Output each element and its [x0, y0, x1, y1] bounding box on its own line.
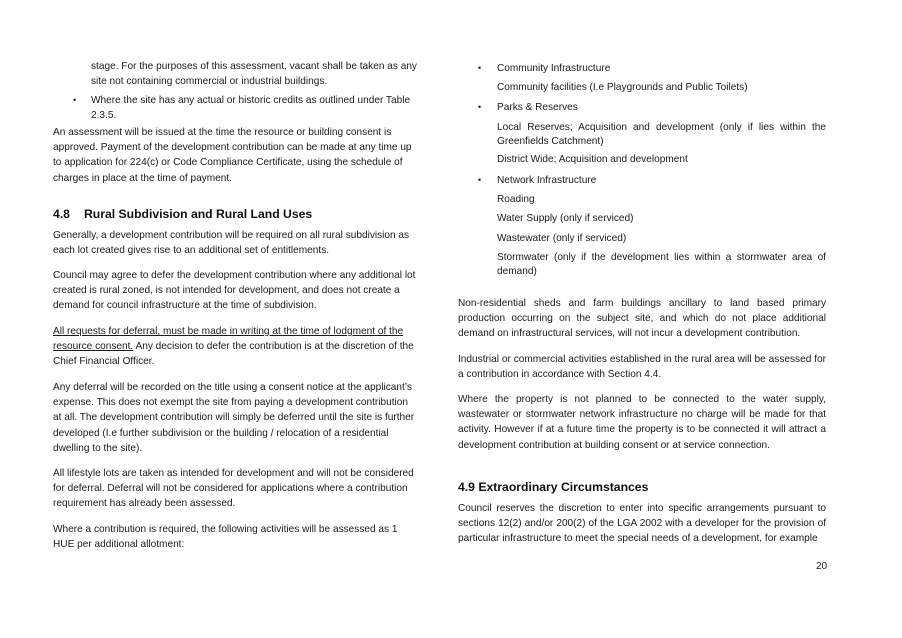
sub-district-wide: District Wide; Acquisition and development: [497, 154, 688, 165]
bullet-network-text: Network Infrastructure: [497, 175, 597, 186]
bullet-icon: •: [478, 175, 482, 185]
bullet-credits-text: Where the site has any actual or historic credits as outlined under Table 2.3.5.: [91, 95, 411, 122]
para-council: Council reserves the discretion to enter into specific arrangements pursuant to sections 12(2) and/or 200(2) of the LGA 2002 with a developer for the provision of particular infrastructure to meet the special needs of a development, for example: [458, 503, 826, 545]
continued-text: stage. For the purposes of this assessment, vacant shall be taken as any site not containing commercial or industrial buildings.: [91, 61, 417, 88]
sub-local-reserves: Local Reserves; Acquisition and development (only if lies within the Greenfields Catchment): [497, 122, 826, 147]
bullet-icon: •: [73, 95, 77, 105]
para-assessment: An assessment will be issued at the time the resource or building consent is approved. Payment of the development contribution can be made at any time up to application for 224(c) or Code Compliance Certificate, using the schedule of charges in place at the time of payment.: [53, 127, 412, 184]
para-requests-underlined: All requests for deferral, must be made in writing at the time of lodgment of the resource consent.: [53, 326, 404, 353]
para-requests-rest: Any decision to defer the contribution is at the discretion of the Chief Financial Officer.: [53, 341, 414, 368]
para-recorded: Any deferral will be recorded on the title using a consent notice at the applicant’s expense. This does not exempt the site from paying a development contribution at all. The development contribution will simply be deferred until the site is further developed (I.e further subdivision or the building / relocation of a residential dwelling to the site).: [53, 382, 415, 454]
para-where: Where a contribution is required, the following activities will be assessed as 1 HUE per additional allotment:: [53, 524, 398, 551]
sub-roading: Roading: [497, 194, 535, 205]
bullet-parks-text: Parks & Reserves: [497, 102, 578, 113]
para-industrial: Industrial or commercial activities established in the rural area will be assessed for a contribution in accordance with Section 4.4.: [458, 354, 826, 381]
sub-stormwater: Stormwater (only if the development lies within a stormwater area of demand): [497, 252, 826, 277]
para-lifestyle: All lifestyle lots are taken as intended for development and will not be considered for deferral. Deferral will not be considered for applications where a contribution requirement has already been assessed.: [53, 468, 414, 510]
bullet-icon: •: [478, 63, 482, 73]
bullet-icon: •: [478, 102, 482, 112]
section-heading-4-9: 4.9 Extraordinary Circumstances: [458, 480, 649, 494]
sub-community: Community facilities (I.e Playgrounds and Public Toilets): [497, 82, 748, 93]
para-non-residential: Non-residential sheds and farm buildings ancillary to land based primary production occurring on the subject site, and which do not place additional demand on infrastructural services, will not incur a development contribution.: [458, 298, 826, 340]
page-number: 20: [816, 561, 828, 572]
sub-wastewater: Wastewater (only if serviced): [497, 233, 627, 244]
sub-water-supply: Water Supply (only if serviced): [497, 213, 634, 224]
bullet-community-text: Community Infrastructure: [497, 63, 611, 74]
heading-title: Rural Subdivision and Rural Land Uses: [83, 207, 313, 221]
para-defer: Council may agree to defer the development contribution where any additional lot created is rural zoned, is not intended for development, and does not create a demand for council infrastructure at the time of subdivision.: [53, 270, 416, 312]
para-property: Where the property is not planned to be connected to the water supply, wastewater or stormwater network infrastructure no charge will be made for that activity. However if at a future time the property is to be connected it will attract a development contribution at building consent or at service connection.: [458, 394, 826, 451]
heading-number: 4.8: [53, 207, 70, 221]
para-requests: [53, 324, 418, 370]
section-heading-4-8: [53, 207, 312, 221]
para-generally: Generally, a development contribution will be required on all rural subdivision as each lot created gives rise to an additional set of entitlements.: [53, 230, 410, 257]
